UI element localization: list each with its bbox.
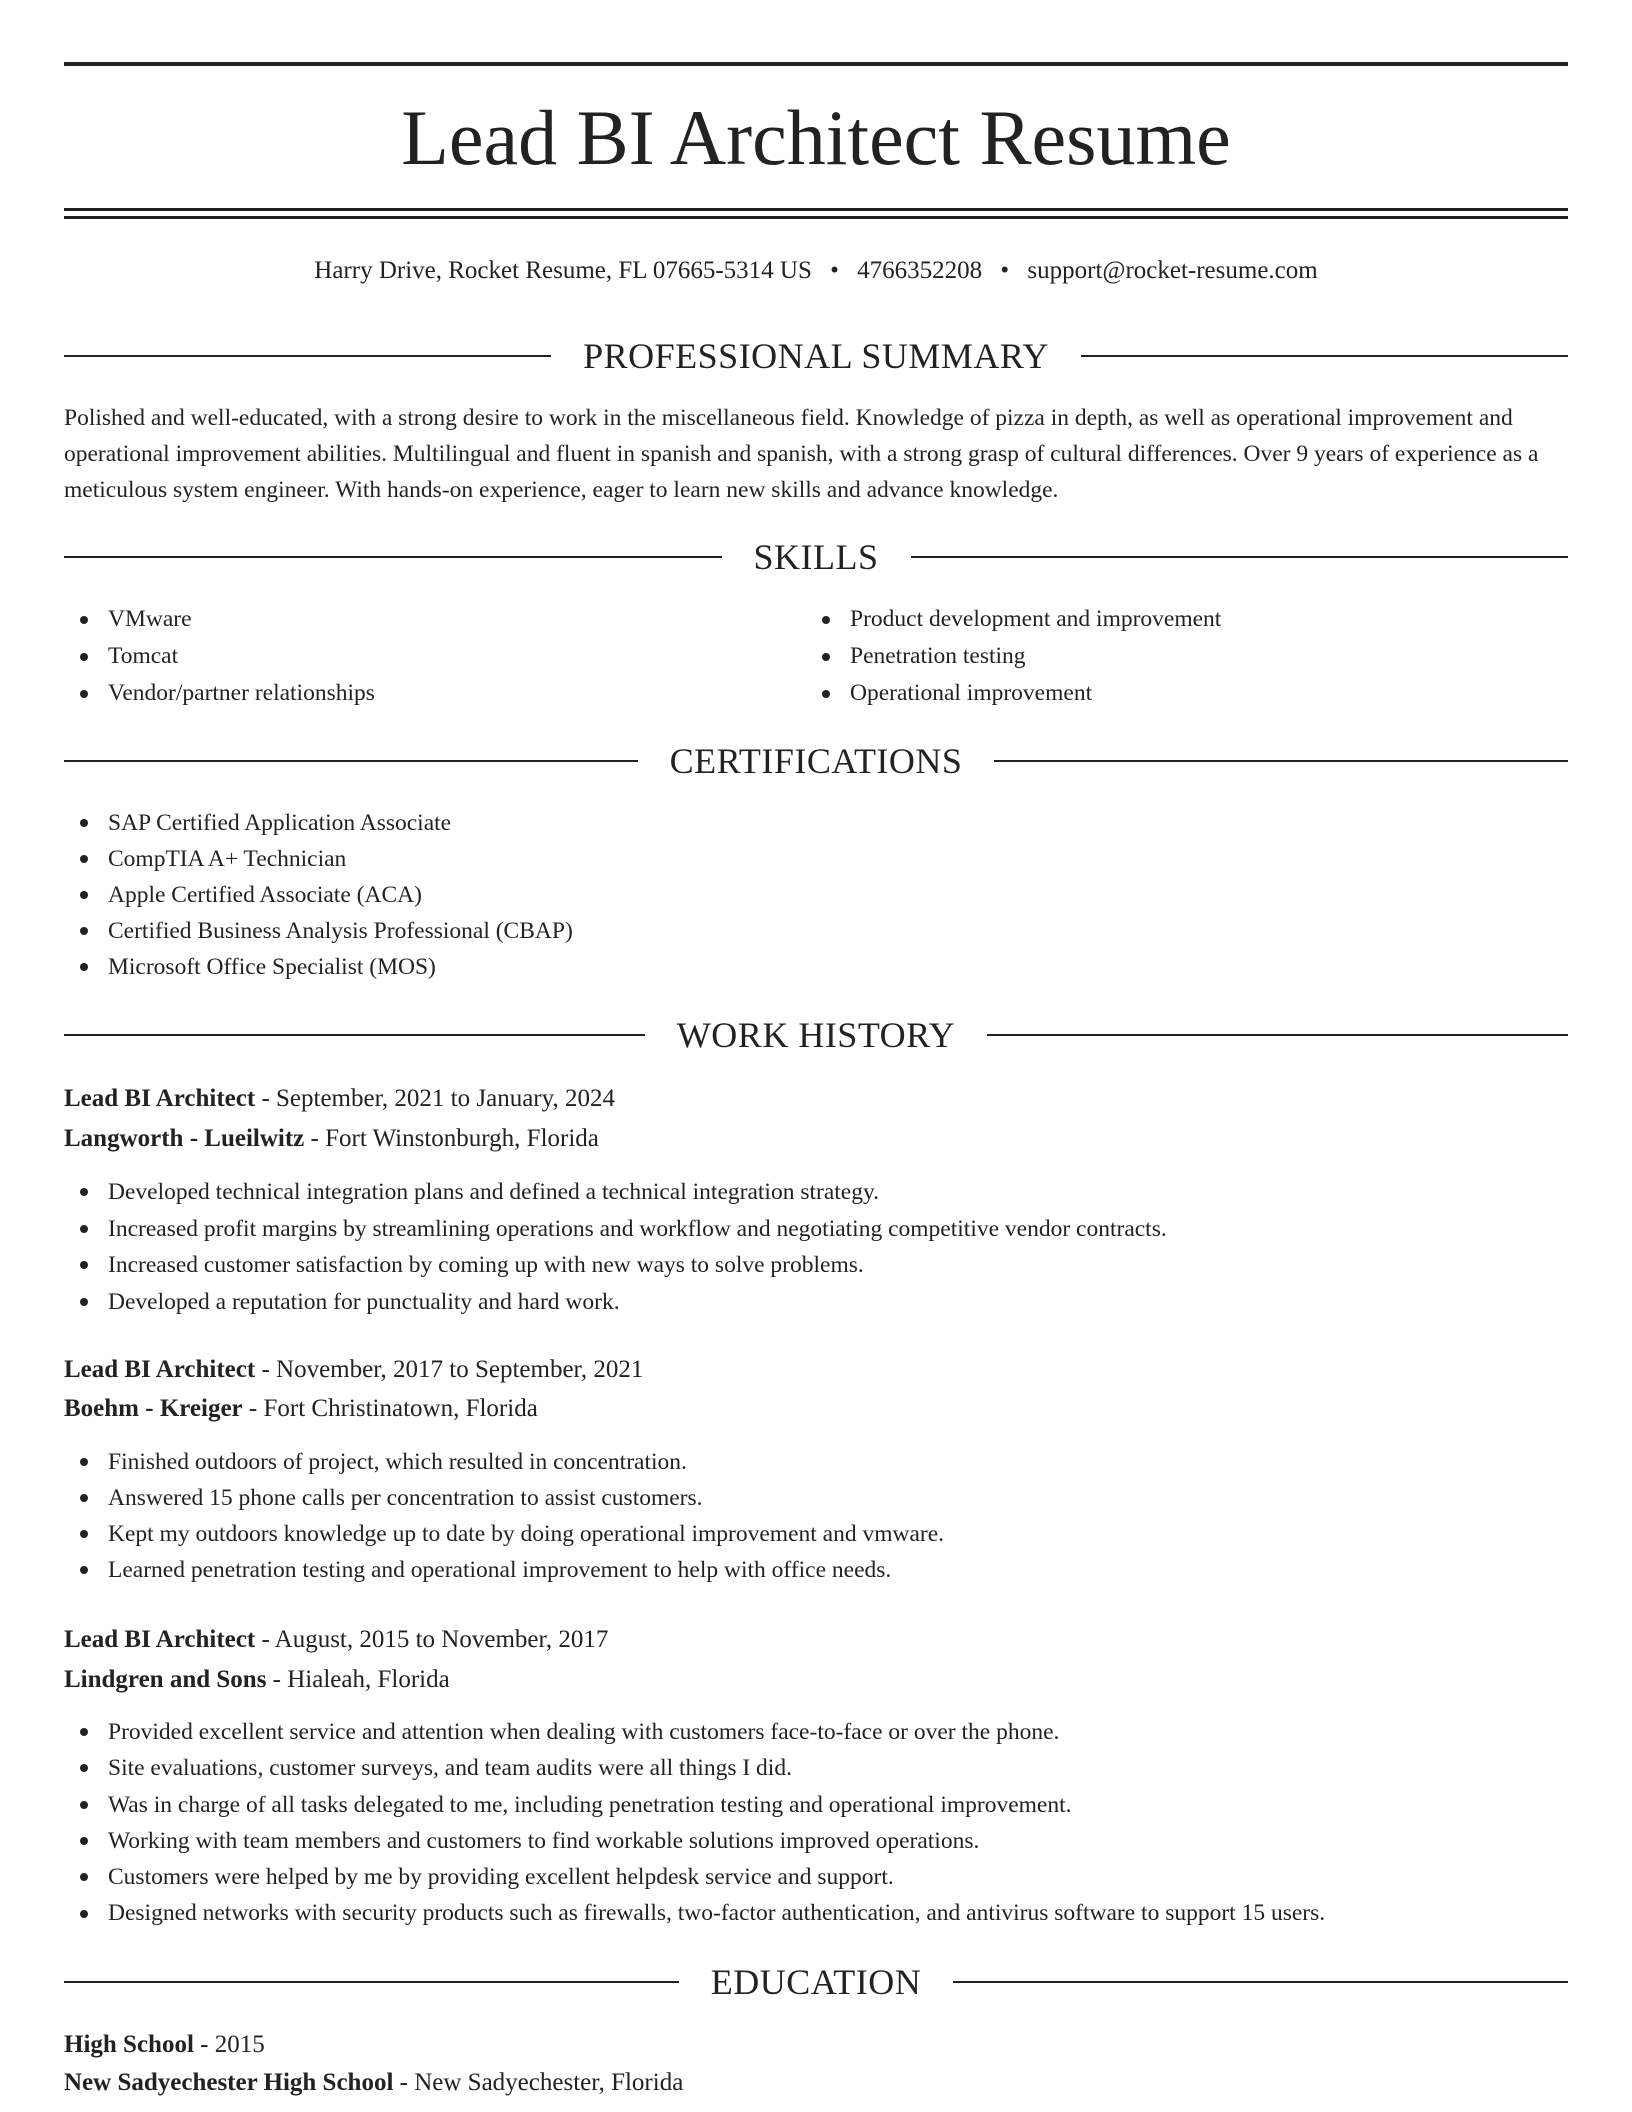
certification-item: SAP Certified Application Associate xyxy=(64,805,1568,841)
education-school: New Sadyechester High School xyxy=(64,2069,394,2096)
section-header-skills xyxy=(64,535,1568,579)
contact-phone: 4766352208 xyxy=(857,257,983,284)
section-title: SKILLS xyxy=(753,537,879,577)
section-title: PROFESSIONAL SUMMARY xyxy=(583,336,1049,376)
job-bullet: Increased customer satisfaction by coming up with new ways to solve problems. xyxy=(64,1247,1568,1284)
education-school-line xyxy=(64,2065,683,2101)
certification-item: Apple Certified Associate (ACA) xyxy=(64,877,1568,913)
section-rule xyxy=(987,1034,1568,1036)
contact-separator: • xyxy=(830,257,839,284)
job-company-line xyxy=(64,1662,450,1698)
contact-line xyxy=(64,254,1568,288)
contact-email: support@rocket-resume.com xyxy=(1027,257,1318,284)
job-dates: - August, 2015 to November, 2017 xyxy=(255,1626,609,1653)
job-company-line xyxy=(64,1391,538,1427)
section-title: CERTIFICATIONS xyxy=(669,741,963,781)
job-bullet: Developed a reputation for punctuality and hard work. xyxy=(64,1284,1568,1321)
section-header-education xyxy=(64,1960,1568,2004)
header-double-rule-upper xyxy=(64,208,1568,211)
job-bullet: Was in charge of all tasks delegated to me, including penetration testing and operational improvement. xyxy=(64,1787,1568,1823)
skills-list-right xyxy=(806,601,1568,712)
section-title: EDUCATION xyxy=(710,1962,922,2002)
job-bullet: Developed technical integration plans and defined a technical integration strategy. xyxy=(64,1174,1568,1211)
education-year: - 2015 xyxy=(193,2031,265,2058)
contact-separator: • xyxy=(1000,257,1010,284)
job-dates: - September, 2021 to January, 2024 xyxy=(255,1085,615,1112)
job-bullet: Finished outdoors of project, which resulted in concentration. xyxy=(64,1444,1568,1480)
section-rule xyxy=(1081,355,1568,357)
job-bullet: Answered 15 phone calls per concentration to assist customers. xyxy=(64,1480,1568,1516)
skill-item: VMware xyxy=(64,601,804,638)
section-rule xyxy=(64,556,722,558)
job-title: Lead BI Architect xyxy=(64,1626,256,1653)
contact-address: Harry Drive, Rocket Resume, FL 07665-5314 US xyxy=(314,257,812,284)
section-rule xyxy=(64,1034,645,1036)
section-rule xyxy=(911,556,1569,558)
section-rule xyxy=(64,1981,679,1983)
header-top-rule xyxy=(64,62,1568,66)
section-rule xyxy=(953,1981,1568,1983)
job-location: - Hialeah, Florida xyxy=(266,1666,450,1693)
skill-item: Vendor/partner relationships xyxy=(64,675,804,712)
certification-item: Microsoft Office Specialist (MOS) xyxy=(64,949,1568,985)
section-header-work-history xyxy=(64,1013,1568,1057)
skill-item: Operational improvement xyxy=(806,675,1568,712)
job-company: Lindgren and Sons xyxy=(64,1666,267,1693)
job-title: Lead BI Architect xyxy=(64,1356,256,1383)
job-title: Lead BI Architect xyxy=(64,1085,256,1112)
job-location: - Fort Christinatown, Florida xyxy=(242,1395,538,1422)
job-location: - Fort Winstonburgh, Florida xyxy=(304,1125,599,1152)
job-bullet: Increased profit margins by streamlining operations and workflow and negotiating competitive vendor contracts. xyxy=(64,1211,1568,1248)
job-title-line xyxy=(64,1352,643,1388)
education-degree: High School xyxy=(64,2031,194,2058)
section-title: WORK HISTORY xyxy=(676,1015,956,1055)
job-bullets xyxy=(64,1714,1568,1932)
certifications-list xyxy=(64,805,1568,985)
section-header-certifications xyxy=(64,739,1568,783)
job-company: Boehm - Kreiger xyxy=(64,1395,243,1422)
job-bullet: Working with team members and customers to find workable solutions improved operations. xyxy=(64,1823,1568,1859)
job-title-line xyxy=(64,1081,615,1117)
skill-item: Product development and improvement xyxy=(806,601,1568,638)
job-dates: - November, 2017 to September, 2021 xyxy=(255,1356,644,1383)
job-title-line xyxy=(64,1622,608,1658)
education-degree-line xyxy=(64,2027,265,2063)
resume-title: Lead BI Architect Resume xyxy=(401,94,1231,181)
skills-list-left xyxy=(64,601,804,712)
header-double-rule-lower xyxy=(64,216,1568,219)
job-company-line xyxy=(64,1121,599,1157)
job-bullet: Learned penetration testing and operational improvement to help with office needs. xyxy=(64,1552,1568,1588)
job-company: Langworth - Lueilwitz xyxy=(64,1125,305,1152)
section-rule xyxy=(64,760,638,762)
section-rule xyxy=(64,355,551,357)
job-bullet: Provided excellent service and attention when dealing with customers face-to-face or over the phone. xyxy=(64,1714,1568,1750)
skill-item: Tomcat xyxy=(64,638,804,675)
education-location: - New Sadyechester, Florida xyxy=(393,2069,684,2096)
section-header-summary xyxy=(64,334,1568,378)
job-bullets xyxy=(64,1174,1568,1320)
job-bullet: Kept my outdoors knowledge up to date by doing operational improvement and vmware. xyxy=(64,1516,1568,1552)
certification-item: Certified Business Analysis Professional (CBAP) xyxy=(64,913,1568,949)
job-bullet: Site evaluations, customer surveys, and team audits were all things I did. xyxy=(64,1750,1568,1786)
job-bullets xyxy=(64,1444,1568,1588)
summary-text: Polished and well-educated, with a strong desire to work in the miscellaneous field. Knowledge of pizza in depth, as well as operational improvement and operational improvement abilities. Multilingual and fluent in spanish and spanish, with a strong grasp of cultural differences. Over 9 years of experience as a meticulous system engineer. With hands-on experience, eager to learn new skills and advance knowledge. xyxy=(64,405,1539,503)
certification-item: CompTIA A+ Technician xyxy=(64,841,1568,877)
job-bullet: Customers were helped by me by providing excellent helpdesk service and support. xyxy=(64,1859,1568,1895)
section-rule xyxy=(994,760,1568,762)
job-bullet: Designed networks with security products such as firewalls, two-factor authentication, and antivirus software to support 15 users. xyxy=(64,1895,1568,1931)
skill-item: Penetration testing xyxy=(806,638,1568,675)
